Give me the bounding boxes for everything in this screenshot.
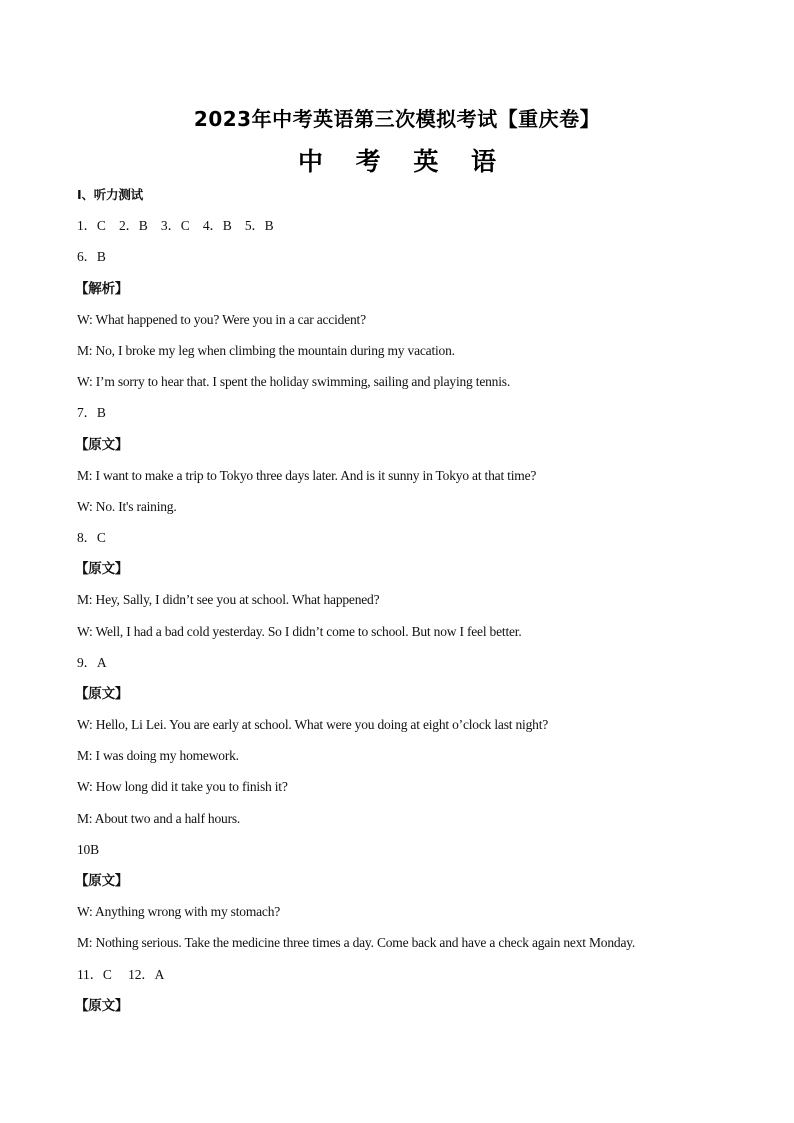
dialogue-line: M: Hey, Sally, I didn’t see you at school. What happened? (77, 592, 380, 607)
document-subtitle: 中 考 英 语 (297, 147, 509, 176)
subsection-label: 【原文】 (75, 873, 129, 889)
answer-line: 7．B (77, 405, 106, 420)
subsection-label: 【原文】 (75, 686, 129, 702)
answer-line: 8．C (77, 530, 106, 545)
dialogue-line: W: No. It's raining. (77, 499, 177, 514)
section-heading: Ⅰ、听力测试 (77, 187, 143, 202)
dialogue-line: W: What happened to you? Were you in a car accident? (77, 312, 366, 327)
dialogue-line: W: I’m sorry to hear that. I spent the holiday swimming, sailing and playing tennis. (77, 374, 510, 389)
answer-line: 11．C 12．A (77, 967, 165, 982)
answer-line: 10B (77, 842, 99, 857)
subsection-label: 【原文】 (75, 998, 129, 1014)
dialogue-line: M: About two and a half hours. (77, 811, 241, 826)
subsection-label: 【解析】 (75, 281, 129, 297)
dialogue-line: W: Anything wrong with my stomach? (77, 904, 281, 919)
subsection-label: 【原文】 (75, 561, 129, 577)
dialogue-line: M: I want to make a trip to Tokyo three days later. And is it sunny in Tokyo at that time? (77, 468, 537, 483)
dialogue-line: M: No, I broke my leg when climbing the mountain during my vacation. (77, 343, 455, 358)
answer-line: 1．C 2．B 3．C 4．B 5．B (77, 218, 274, 233)
answer-line: 6．B (77, 249, 106, 264)
dialogue-line: M: Nothing serious. Take the medicine three times a day. Come back and have a check again next Monday. (77, 935, 636, 950)
dialogue-line: W: How long did it take you to finish it? (77, 779, 288, 794)
dialogue-line: M: I was doing my homework. (77, 748, 239, 763)
subsection-label: 【原文】 (75, 437, 129, 453)
dialogue-line: W: Well, I had a bad cold yesterday. So I didn’t come to school. But now I feel better. (77, 624, 522, 639)
document-title: 2023年中考英语第三次模拟考试【重庆卷】 (193, 107, 601, 131)
dialogue-line: W: Hello, Li Lei. You are early at school. What were you doing at eight o’clock last night? (77, 717, 549, 732)
answer-line: 9．A (77, 655, 107, 670)
